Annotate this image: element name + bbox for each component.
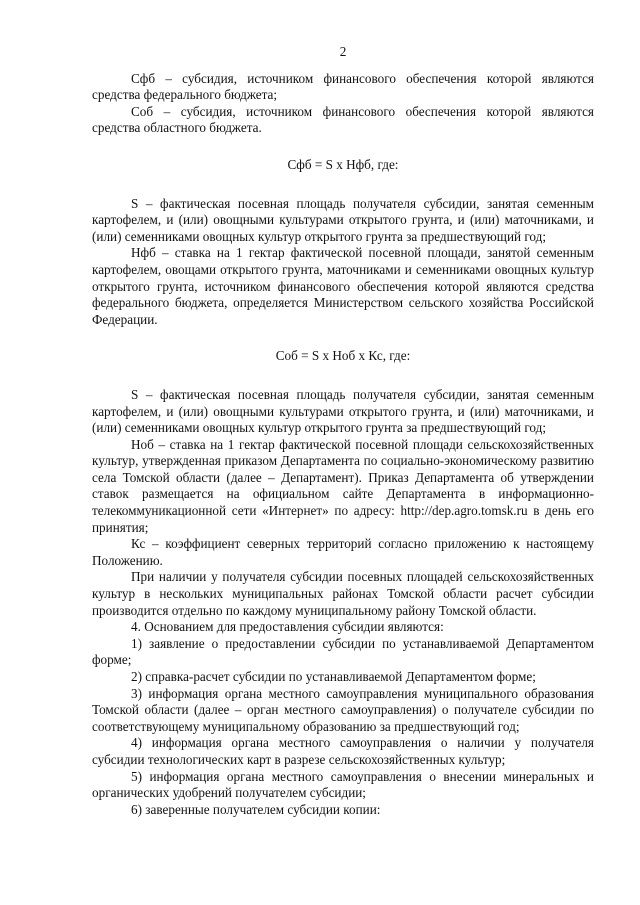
paragraph-sob-definition: Соб – субсидия, источником финансового обеспечения которой являются средства областного бюджета. bbox=[92, 103, 594, 136]
page-number: 2 bbox=[339, 44, 347, 59]
paragraph-kc-definition: Кс – коэффициент северных территорий согласно приложению к настоящему Положению. bbox=[92, 536, 594, 568]
formula-regional: Соб = S x Ноб x Кс, где: bbox=[275, 348, 411, 364]
paragraph-section-4: 4. Основанием для предоставления субсидии являются: bbox=[131, 619, 444, 635]
paragraph-sfb-definition: Сфб – субсидия, источником финансового обеспечения которой являются средства федерального бюджета; bbox=[92, 70, 594, 103]
paragraph-s-definition-2: S – фактическая посевная площадь получателя субсидии, занятая семенным картофелем, и (или) овощными культурами открытого грунта, и (или) маточниками, и (или) семенниками овощных культур открытого грунта за предшествующий год; bbox=[92, 386, 594, 436]
formula-federal: Сфб = S x Нфб, где: bbox=[287, 156, 399, 172]
list-item-6: 6) заверенные получателем субсидии копии: bbox=[131, 801, 381, 817]
paragraph-multiple-districts: При наличии у получателя субсидии посевных площадей сельскохозяйственных культур в нескольких муниципальных районах Томской области расчет субсидии производится отдельно по каждому муниципальному району Томской области. bbox=[92, 569, 594, 618]
paragraph-s-definition: S – фактическая посевная площадь получателя субсидии, занятая семенным картофелем, и (или) овощными культурами открытого грунта, и (или) маточниками, и (или) семенниками овощных культур открытого грунта за предшествующий год; bbox=[92, 195, 594, 244]
paragraph-nob-definition: Ноб – ставка на 1 гектар фактической посевной площади сельскохозяйственных культур, утвержденная приказом Департамента по социально-экономическому развитию села Томской области (далее – Департамент). Приказ Департамента об утверждении ставок размещается на официальном сайте Департамента в информационно-телекоммуникационной сети «Интернет» по адресу: http://dep.agro.tomsk.ru в день его принятия; bbox=[92, 436, 594, 535]
list-item-2: 2) справка-расчет субсидии по устанавливаемой Департаментом форме; bbox=[131, 669, 536, 684]
list-item-1: 1) заявление о предоставлении субсидии по устанавливаемой Департаментом форме; bbox=[92, 635, 594, 668]
document-page bbox=[92, 44, 594, 818]
list-item-4: 4) информация органа местного самоуправления о наличии у получателя субсидии технологических карт в разрезе сельскохозяйственных культур; bbox=[92, 735, 594, 767]
list-item-3: 3) информация органа местного самоуправления муниципального образования Томской области (далее – орган местного самоуправления) о получателе субсидии по соответствующему муниципальному образованию за предшествующий год; bbox=[92, 685, 594, 734]
list-item-5: 5) информация органа местного самоуправления о внесении минеральных и органических удобрений получателем субсидии; bbox=[92, 768, 594, 801]
paragraph-nfb-definition: Нфб – ставка на 1 гектар фактической посевной площади, занятой семенным картофелем, овощами открытого грунта, маточниками и семенниками овощных культур открытого грунта, источником финансового обеспечения которой являются средства федерального бюджета, определяется Министерством сельского хозяйства Российской Федерации. bbox=[92, 245, 594, 327]
